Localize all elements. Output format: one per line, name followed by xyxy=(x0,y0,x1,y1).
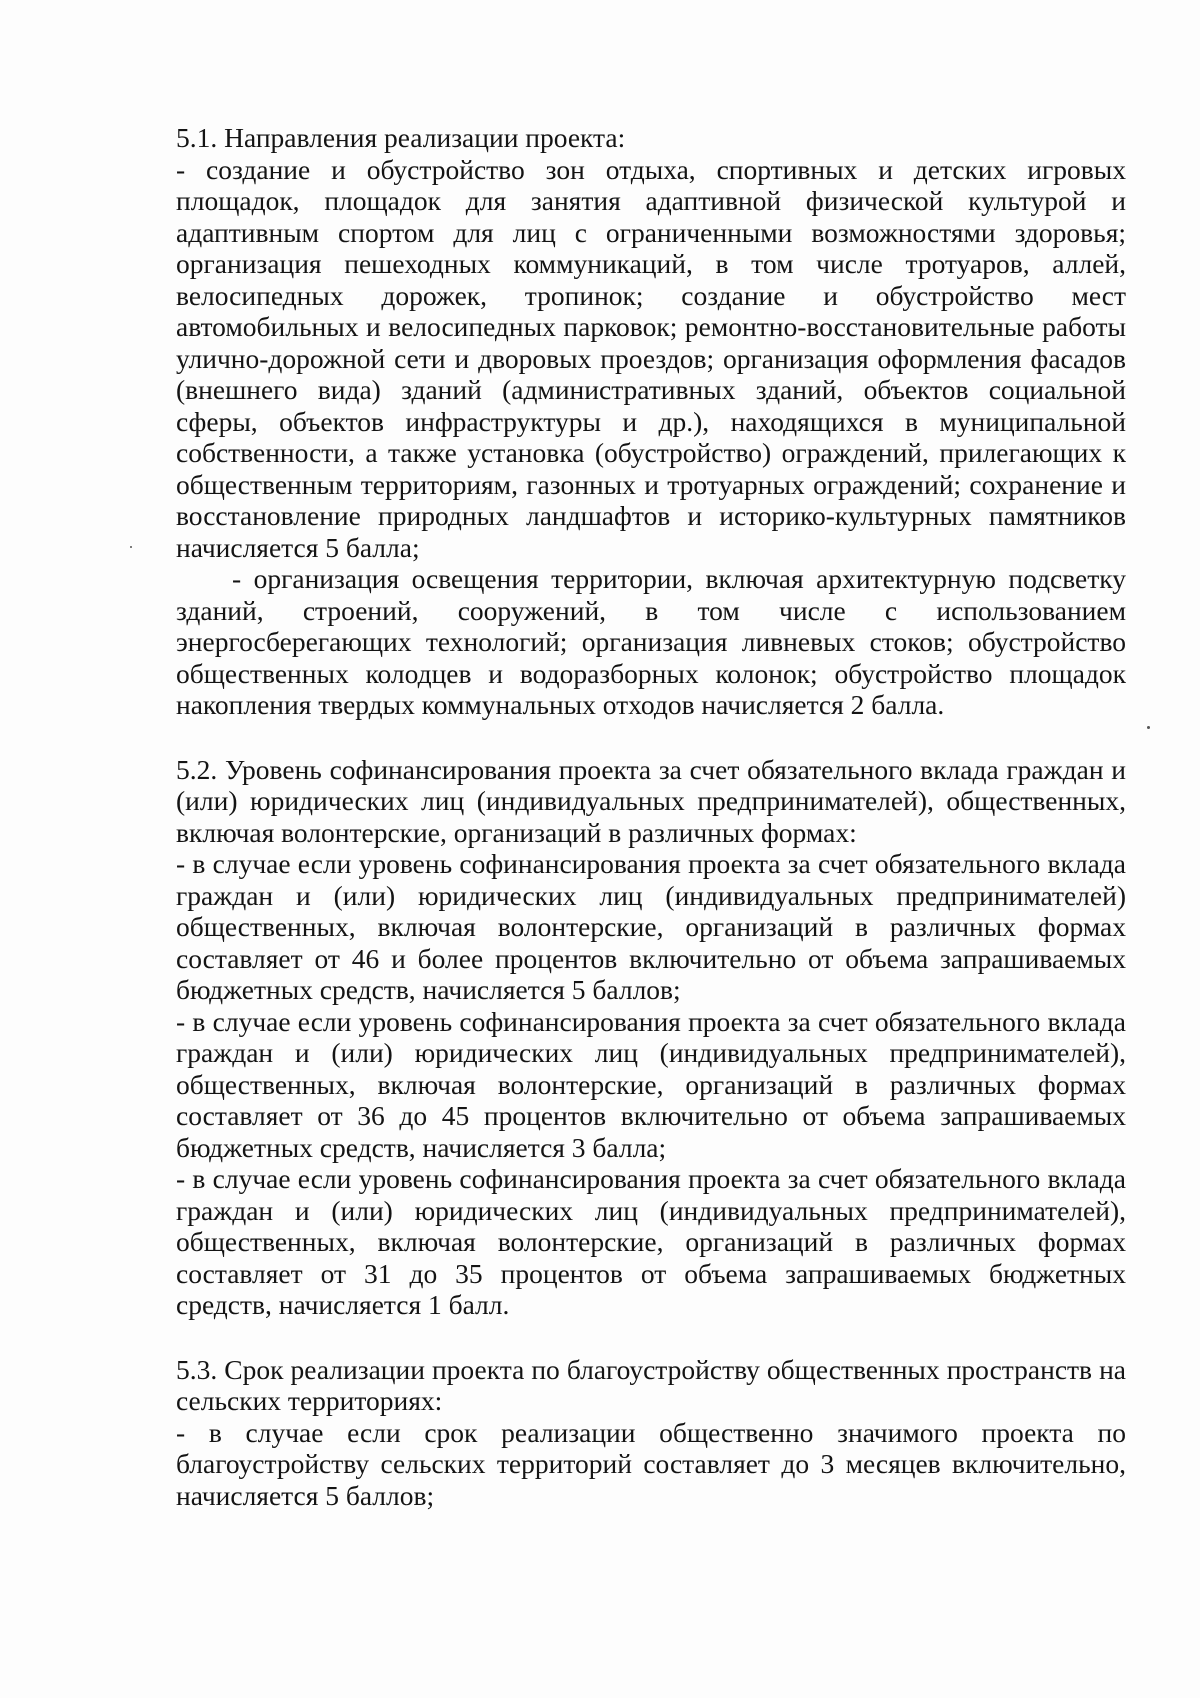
paragraph: - создание и обустройство зон отдыха, спортивных и детских игровых площадок, площадок для занятия адаптивной физической культурой и адаптивным спортом для лиц с ограниченными возможностями здоровья; организация пешеходных коммуникаций, в том числе тротуаров, аллей, велосипедных дорожек, тропинок; создание и обустройство мест автомобильных и велосипедных парковок; ремонтно-восстановительные работы улично-дорожной сети и дворовых проездов; организация оформления фасадов (внешнего вида) зданий (административных зданий, объектов социальной сферы, объектов инфраструктуры и др.), находящихся в муниципальной собственности, а также установка (обустройство) ограждений, прилегающих к общественным территориям, газонных и тротуарных ограждений; сохранение и восстановление природных ландшафтов и историко-культурных памятников начисляется 5 балла; xyxy=(176,153,1126,563)
section-5-2 xyxy=(176,754,1126,1321)
document-body xyxy=(176,122,1126,1544)
section-heading: 5.1. Направления реализации проекта: xyxy=(176,122,626,153)
paragraph: - в случае если уровень софинансирования проекта за счет обязательного вклада граждан и (или) юридических лиц (индивидуальных предпринимателей), общественных, включая волонтерские, организаций в различных формах составляет от 31 до 35 процентов от объема запрашиваемых бюджетных средств, начисляется 1 балл. xyxy=(176,1163,1126,1320)
paragraph: - в случае если уровень софинансирования проекта за счет обязательного вклада граждан и (или) юридических лиц (индивидуальных предпринимателей), общественных, включая волонтерские, организаций в различных формах составляет от 36 до 45 процентов включительно от объема запрашиваемых бюджетных средств, начисляется 3 балла; xyxy=(176,1005,1126,1163)
section-heading: 5.2. Уровень софинансирования проекта за счет обязательного вклада граждан и (или) юридических лиц (индивидуальных предпринимателей), общественных, включая волонтерские, организаций в различных формах: xyxy=(176,753,1126,848)
paragraph: - организация освещения территории, включая архитектурную подсветку зданий, строений, сооружений, в том числе с использованием энергосберегающих технологий; организация ливневых стоков; обустройство общественных колодцев и водоразборных колонок; обустройство площадок накопления твердых коммунальных отходов начисляется 2 балла. xyxy=(176,563,1126,720)
scan-speck xyxy=(1147,726,1150,729)
section-heading: 5.3. Срок реализации проекта по благоустройству общественных пространств на сельских территориях: xyxy=(176,1353,1126,1416)
section-5-1 xyxy=(176,122,1126,721)
paragraph: - в случае если уровень софинансирования проекта за счет обязательного вклада граждан и (или) юридических лиц (индивидуальных предпринимателей) общественных, включая волонтерские, организаций в различных формах составляет от 46 и более процентов включительно от объема запрашиваемых бюджетных средств, начисляется 5 баллов; xyxy=(176,848,1126,1005)
section-5-3 xyxy=(176,1354,1126,1512)
paragraph: - в случае если срок реализации общественно значимого проекта по благоустройству сельских территорий составляет до 3 месяцев включительно, начисляется 5 баллов; xyxy=(176,1416,1126,1511)
scan-speck xyxy=(130,546,132,548)
